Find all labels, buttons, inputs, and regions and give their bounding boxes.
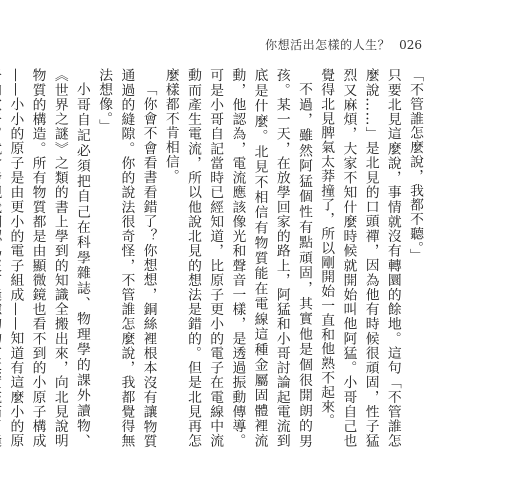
body-paragraph: 小哥自記必須把自己在科學雜誌、物理學的課外讀物、《世界之謎》之類的書上學到的知識全搬出來，向北見說明物質的構造。所有物質都是由顯微鏡也看不到的小原子構成——小小的原子是由更小的電子組成——知道有這麼小的原: [7, 68, 90, 448]
body-paragraph: 只要北見這麼說，事情就沒有轉圜的餘地。這句「不管誰怎麼說……」是北見的口頭禪，因為他有時候很頑固，性子猛烈又麻煩，大家不知什麼時候就開始叫他阿猛。小哥自己也覺得北見脾氣太莽撞了，所以剛開始一直和他熟不起來。: [318, 68, 401, 448]
page-header: [265, 36, 422, 53]
body-paragraph: 不過，雖然阿猛個性有點頑固，其實他是個很開朗的男孩。某一天，在放學回家的路上，阿猛和小哥討論起電流到底是什麼。北見不相信有物質能在電線這種金屬固體裡流動，他認為，電流應該像光和聲音一樣，是透過振動傳導。可是小哥自記當時已經知道，比原子更小的電子在電線中流動而產生電流，所以他說北見的想法是錯的。但是北見再怎麼樣都不肯相信。: [162, 68, 312, 448]
dialogue-paragraph: 「不管誰怎麼說，我都不聽。」: [407, 68, 423, 263]
page-number: 026: [399, 38, 422, 52]
body-text: [7, 68, 426, 448]
dialogue-paragraph: 「你會不會看書看錯了？你想想，銅絲裡根本沒有讓物質通過的縫隙。你的說法很奇怪，不管誰怎麼說，我都覺得無法想像。」: [96, 68, 157, 448]
running-title: 你想活出怎樣的人生？: [265, 38, 391, 52]
